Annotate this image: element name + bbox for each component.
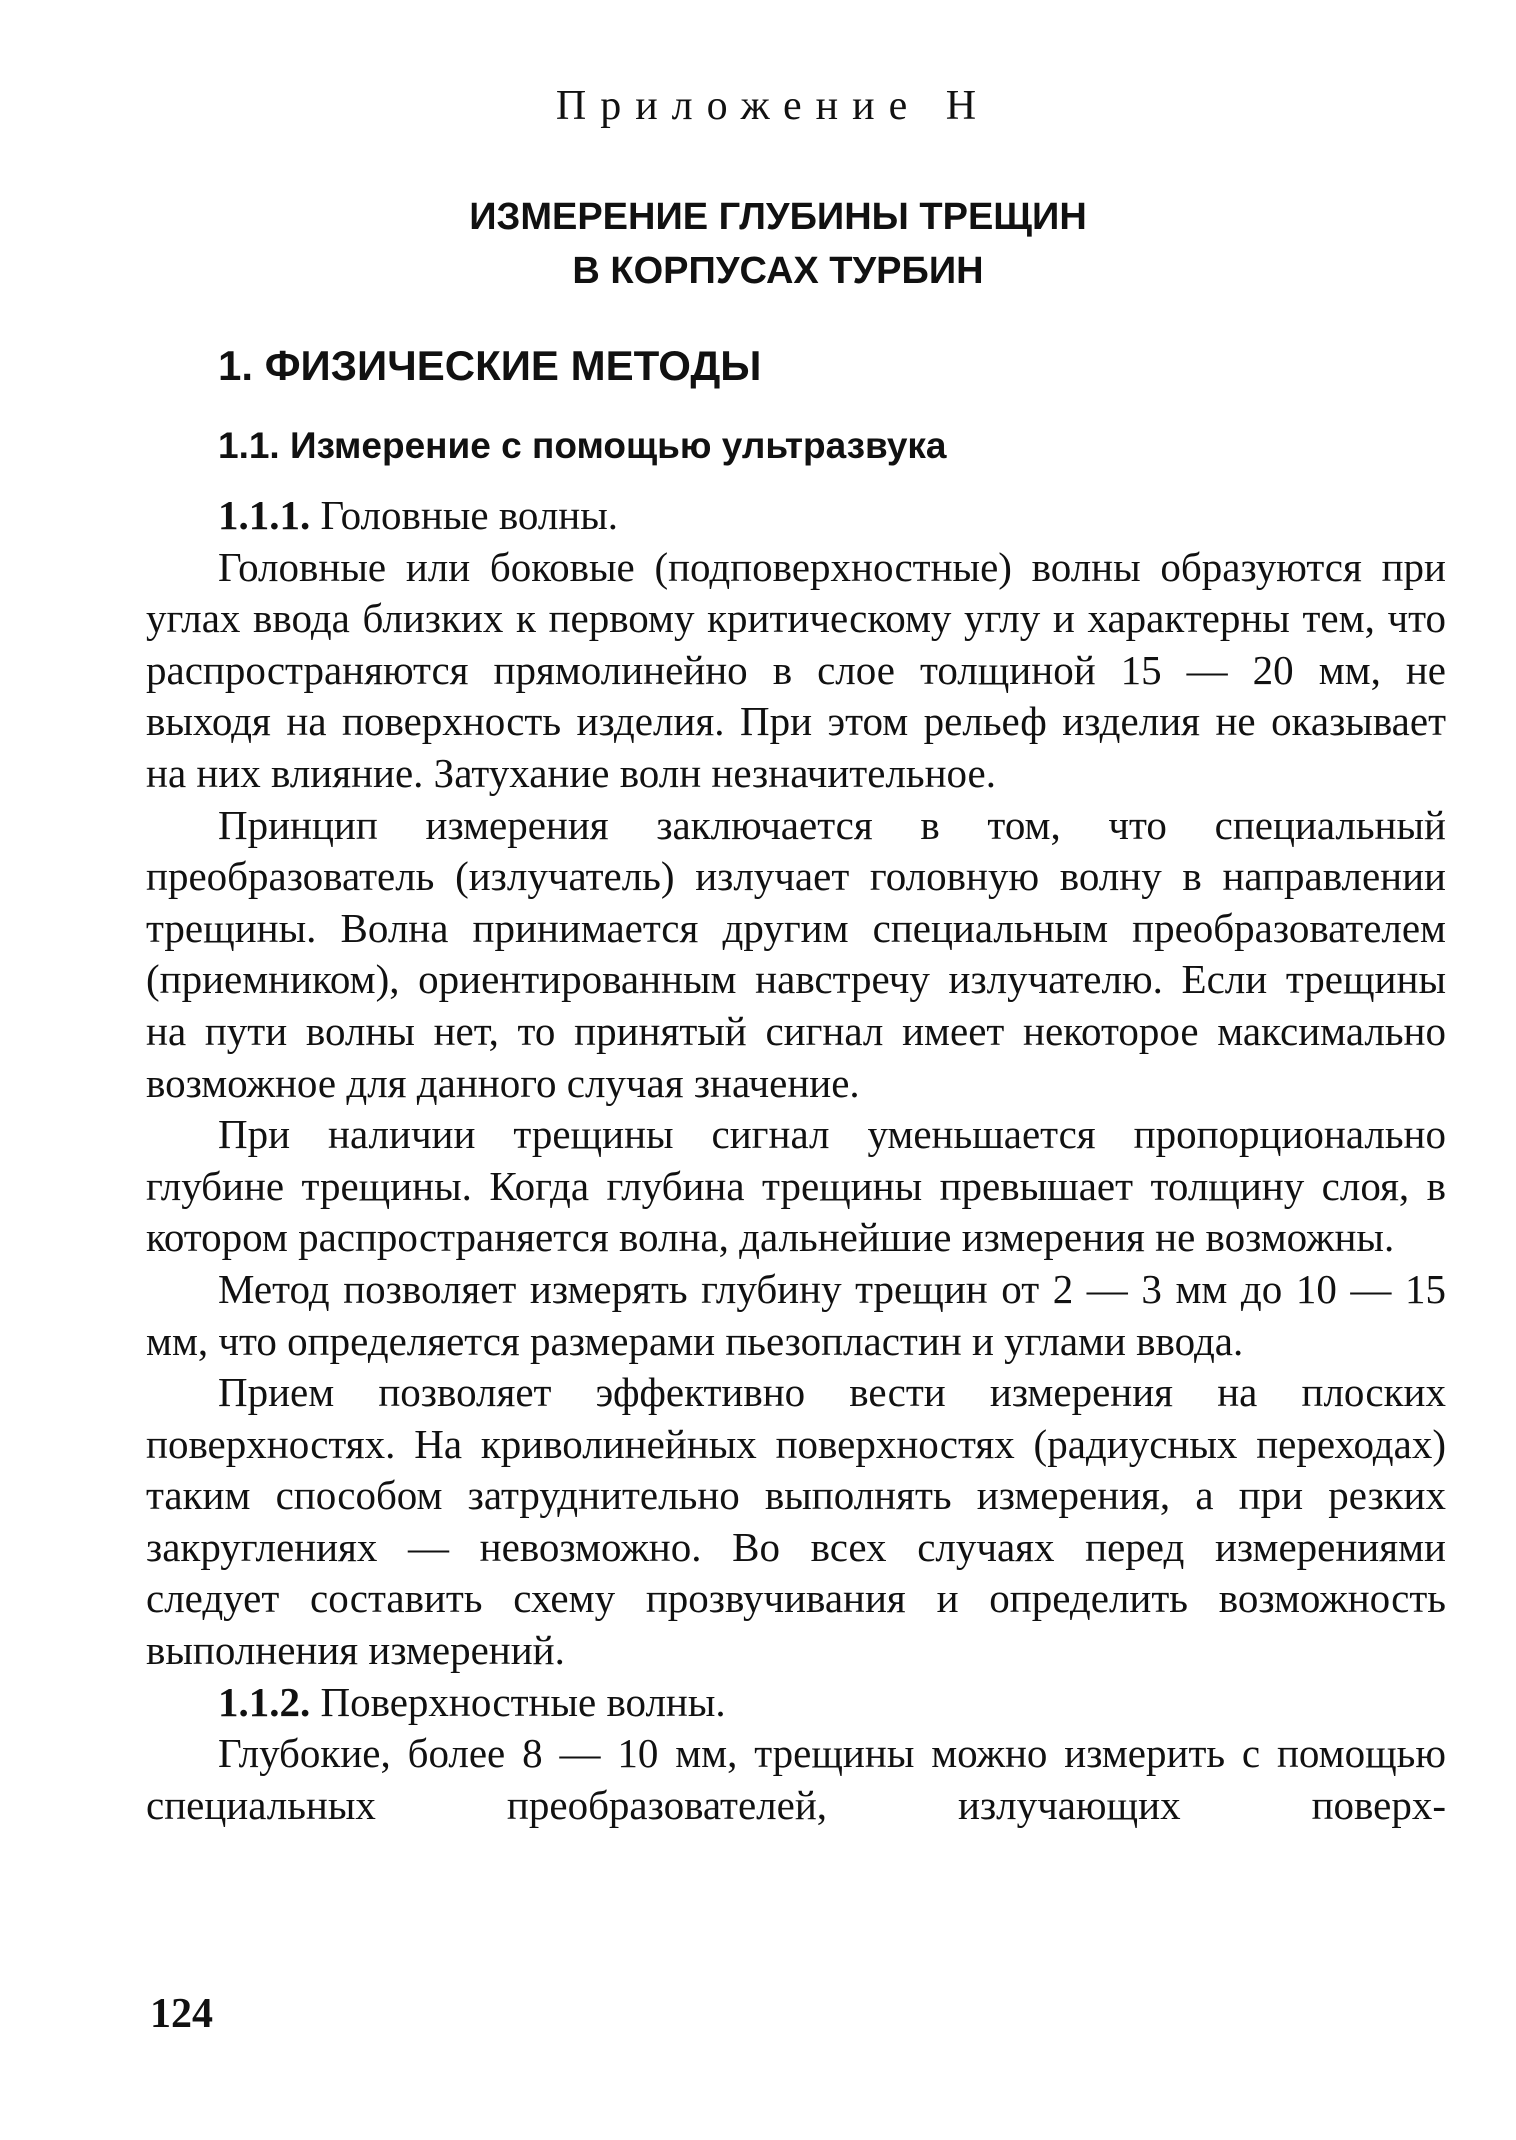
paragraph: Принцип измерения заключается в том, что специальный преобразователь (излучатель) излучает головную волну в направлении трещины. Волна принимается другим специальным преобразователем (приемником), ориентированным навстречу излучателю. Если трещины на пути волны нет, то принятый сигнал имеет некоторое максимально возможное для данного случая значение. [146,801,1446,1106]
title-line-1: ИЗМЕРЕНИЕ ГЛУБИНЫ ТРЕЩИН [469,196,1087,238]
section-heading: 1. ФИЗИЧЕСКИЕ МЕТОДЫ [218,342,762,389]
page-number: 124 [150,1991,213,2037]
item-number: 1.1.2. [218,1678,311,1725]
item-number: 1.1.1. [218,492,311,538]
paragraph: Головные или боковые (подповерхностные) волны образуются при углах ввода близких к первому критическому углу и характерны тем, что распространяются прямолинейно в слое толщиной 15 — 20 мм, не выходя на поверхность изделия. При этом рельеф изделия не оказывает на них влияние. Затухание волн незначительное. [146,543,1446,796]
item-heading-1-1-1 [146,490,1446,542]
item-heading-1-1-2 [146,1677,1446,1729]
body-text [146,490,1446,1831]
item-title: Головные волны. [320,492,619,538]
document-title [0,190,1516,298]
appendix-label: Приложение Н [555,83,991,129]
title-line-2: В КОРПУСАХ ТУРБИН [572,250,984,292]
subsection-heading: 1.1. Измерение с помощью ультразвука [218,425,947,466]
paragraph: Прием позволяет эффективно вести измерения на плоских поверхностях. На криволинейных поверхностях (радиусных переходах) таким способом затруднительно выполнять измерения, а при резких закруглениях — невозможно. Во всех случаях перед измерениями следует составить схему прозвучивания и определить возможность выполнения измерений. [146,1369,1446,1674]
paragraph: При наличии трещины сигнал уменьшается пропорционально глубине трещины. Когда глубина трещины превышает толщину слоя, в котором распространяется волна, дальнейшие измерения не возможны. [146,1111,1446,1261]
paragraph: Метод позволяет измерять глубину трещин от 2 — 3 мм до 10 — 15 мм, что определяется размерами пьезопластин и углами ввода. [146,1265,1446,1364]
paragraph: Глубокие, более 8 — 10 мм, трещины можно измерить с помощью специальных преобразователей, излучающих поверх- [146,1730,1446,1828]
item-title: Поверхностные волны. [320,1678,726,1725]
